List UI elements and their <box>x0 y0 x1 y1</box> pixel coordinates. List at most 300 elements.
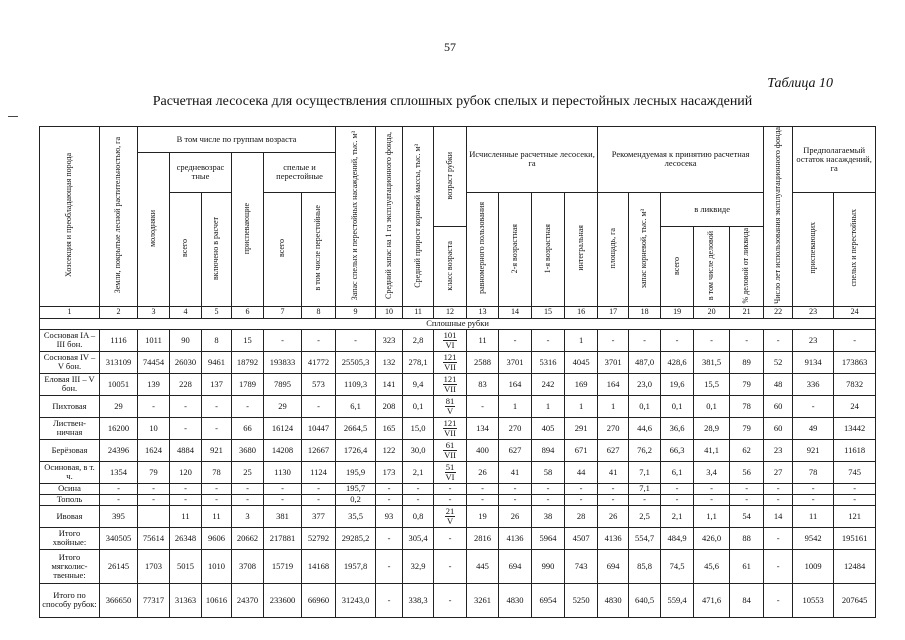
column-number: 20 <box>694 306 730 318</box>
header-avg-growth: Средний прирост корневой массы, тыс. м³ <box>412 143 422 288</box>
table-cell: 29 <box>264 395 302 417</box>
header-l-biz: в том числе деловой <box>706 231 716 301</box>
table-cell: 79 <box>730 373 764 395</box>
table-cell: 10 <box>138 417 170 439</box>
age-class-cell: - <box>434 527 467 549</box>
table-cell: 24396 <box>100 439 138 461</box>
table-cell: 31243,0 <box>336 583 376 617</box>
table-cell: - <box>834 329 876 351</box>
table-cell: 11618 <box>834 439 876 461</box>
table-cell: 52792 <box>302 527 336 549</box>
table-cell: 66 <box>232 417 264 439</box>
table-cell: - <box>376 583 403 617</box>
table-cell: 84 <box>730 583 764 617</box>
table-cell: 5964 <box>532 527 565 549</box>
table-cell: 559,4 <box>661 583 694 617</box>
table-cell: 26145 <box>100 549 138 583</box>
table-cell: 395 <box>100 505 138 527</box>
table-cell: - <box>499 483 532 494</box>
table-cell: 13442 <box>834 417 876 439</box>
header-years: Число лет использования эксплуатационного фонда <box>772 127 782 304</box>
table-cell: 38 <box>532 505 565 527</box>
header-c3: 1-я возрастная <box>542 223 552 273</box>
table-row <box>40 329 876 351</box>
table-cell: - <box>499 329 532 351</box>
column-number: 5 <box>202 306 232 318</box>
table-cell: - <box>764 549 793 583</box>
table-cell: 7895 <box>264 373 302 395</box>
table-cell: 89 <box>730 351 764 373</box>
table-cell: 74454 <box>138 351 170 373</box>
table-cell: 743 <box>565 549 598 583</box>
header-c4: интегральная <box>575 225 585 272</box>
table-cell: 1 <box>598 395 629 417</box>
table-cell: 573 <box>302 373 336 395</box>
age-class: VI <box>445 471 455 482</box>
table-cell: 30,0 <box>403 439 434 461</box>
column-number: 9 <box>336 306 376 318</box>
row-name: Итого по способу рубок: <box>40 583 100 617</box>
table-cell: 0,1 <box>629 395 661 417</box>
table-cell: 2664,5 <box>336 417 376 439</box>
table-cell: 377 <box>302 505 336 527</box>
table-cell: - <box>202 483 232 494</box>
table-cell: 41,1 <box>694 439 730 461</box>
cutting-age: 81 <box>445 396 455 407</box>
table-row <box>40 395 876 417</box>
table-cell: 48 <box>764 373 793 395</box>
table-cell: 12667 <box>302 439 336 461</box>
row-name: Осиновая, в т. ч. <box>40 461 100 483</box>
row-name: Пихтовая <box>40 395 100 417</box>
table-cell: 9606 <box>202 527 232 549</box>
table-cell: 1,1 <box>694 505 730 527</box>
table-cell: 228 <box>170 373 202 395</box>
table-cell: - <box>403 483 434 494</box>
header-age-groups: В том числе по группам возраста <box>138 127 336 153</box>
column-number: 7 <box>264 306 302 318</box>
table-cell: 1726,4 <box>336 439 376 461</box>
header-recommended: Рекомендуемая к принятию расчетная лесосека <box>598 127 764 193</box>
table-cell: - <box>598 329 629 351</box>
table-cell: 1124 <box>302 461 336 483</box>
table-cell: - <box>264 329 302 351</box>
table-cell: 1703 <box>138 549 170 583</box>
header-c2: 2-я возрастная <box>509 223 519 273</box>
table-cell: - <box>170 417 202 439</box>
table-cell: 3 <box>232 505 264 527</box>
table-cell: 44 <box>565 461 598 483</box>
table-row <box>40 483 876 494</box>
table-cell: 0,2 <box>336 494 376 505</box>
table-cell: 23,0 <box>629 373 661 395</box>
table-cell: 10051 <box>100 373 138 395</box>
table-cell: - <box>532 494 565 505</box>
section-label: Сплошные рубки <box>40 318 876 329</box>
table-cell: 26348 <box>170 527 202 549</box>
table-cell: 58 <box>532 461 565 483</box>
table-cell: 4830 <box>499 583 532 617</box>
table-cell: - <box>764 483 793 494</box>
table-cell: 90 <box>170 329 202 351</box>
table-cell: 66,3 <box>661 439 694 461</box>
table-cell: 9461 <box>202 351 232 373</box>
table-cell: 16124 <box>264 417 302 439</box>
age-class: VII <box>444 449 456 460</box>
table-cell: 445 <box>467 549 499 583</box>
cutting-age: 121 <box>443 418 457 429</box>
table-row <box>40 549 876 583</box>
cutting-age: 121 <box>443 374 457 385</box>
table-cell: 1957,8 <box>336 549 376 583</box>
table-cell: - <box>403 494 434 505</box>
table-cell: - <box>730 483 764 494</box>
table-cell: 400 <box>467 439 499 461</box>
table-cell: - <box>764 329 793 351</box>
table-cell: 26 <box>467 461 499 483</box>
cutting-age: 21 <box>445 506 455 517</box>
table-cell: - <box>467 494 499 505</box>
table-cell: 41 <box>499 461 532 483</box>
column-number: 6 <box>232 306 264 318</box>
table-cell: 15,5 <box>694 373 730 395</box>
table-cell: - <box>565 483 598 494</box>
table-cell: - <box>565 494 598 505</box>
table-cell: 122 <box>376 439 403 461</box>
table-cell: 233600 <box>264 583 302 617</box>
table-cell: 7832 <box>834 373 876 395</box>
table-cell: 207645 <box>834 583 876 617</box>
table-cell: 4136 <box>598 527 629 549</box>
table-cell: 19,6 <box>661 373 694 395</box>
table-row <box>40 417 876 439</box>
cutting-age: 101 <box>443 330 457 341</box>
table-cell: - <box>499 494 532 505</box>
table-cell: - <box>376 494 403 505</box>
age-class: V <box>446 405 454 416</box>
age-class: V <box>446 515 454 526</box>
age-class-cell <box>434 373 467 395</box>
table-cell: 242 <box>532 373 565 395</box>
table-cell: 291 <box>565 417 598 439</box>
table-cell: 169 <box>565 373 598 395</box>
table-cell: 7,1 <box>629 483 661 494</box>
age-class-cell: - <box>434 583 467 617</box>
table-cell: - <box>467 395 499 417</box>
header-age-class: класс возраста <box>444 240 454 291</box>
column-number: 19 <box>661 306 694 318</box>
table-cell: - <box>202 417 232 439</box>
table-cell: 85,8 <box>629 549 661 583</box>
table-cell: 305,4 <box>403 527 434 549</box>
table-cell: 88 <box>730 527 764 549</box>
table-cell: 6,1 <box>661 461 694 483</box>
age-class-cell <box>434 461 467 483</box>
table-cell: 1 <box>565 329 598 351</box>
table-cell: - <box>467 483 499 494</box>
table-cell: 5316 <box>532 351 565 373</box>
row-name: Тополь <box>40 494 100 505</box>
table-cell: 45,6 <box>694 549 730 583</box>
table-cell: 164 <box>598 373 629 395</box>
column-number: 24 <box>834 306 876 318</box>
table-cell: 4830 <box>598 583 629 617</box>
table-cell: - <box>793 494 834 505</box>
table-cell: 16200 <box>100 417 138 439</box>
table-cell: 1011 <box>138 329 170 351</box>
table-cell: - <box>661 329 694 351</box>
page-title: Расчетная лесосека для осуществления сплошных рубок спелых и перестойных лесных насаждений <box>152 94 753 109</box>
table-cell: 990 <box>532 549 565 583</box>
header-ripe: спелые и перестойные <box>264 153 336 193</box>
table-cell: 165 <box>376 417 403 439</box>
table-cell: - <box>264 494 302 505</box>
lesoseka-table <box>39 126 876 618</box>
table-cell: 18792 <box>232 351 264 373</box>
table-cell: 4884 <box>170 439 202 461</box>
table-cell: 83 <box>467 373 499 395</box>
table-cell: - <box>764 583 793 617</box>
table-cell: - <box>302 329 336 351</box>
table-cell: - <box>376 483 403 494</box>
table-cell: 1009 <box>793 549 834 583</box>
table-cell: - <box>532 483 565 494</box>
table-cell: 1109,3 <box>336 373 376 395</box>
table-cell: 1624 <box>138 439 170 461</box>
age-class-cell <box>434 417 467 439</box>
table-label: Таблица 10 <box>767 76 833 91</box>
table-cell: 3261 <box>467 583 499 617</box>
table-row <box>40 527 876 549</box>
age-class-cell <box>434 351 467 373</box>
table-cell: 2,8 <box>403 329 434 351</box>
table-cell: 28,9 <box>694 417 730 439</box>
table-cell: 9542 <box>793 527 834 549</box>
table-cell: 141 <box>376 373 403 395</box>
table-cell: - <box>138 483 170 494</box>
table-cell: 554,7 <box>629 527 661 549</box>
table-cell: - <box>834 483 876 494</box>
table-cell: 921 <box>793 439 834 461</box>
table-cell: - <box>730 494 764 505</box>
table-cell: - <box>232 483 264 494</box>
table-cell: - <box>264 483 302 494</box>
column-numbers-row <box>40 306 876 318</box>
table-cell: 78 <box>730 395 764 417</box>
table-cell: 61 <box>730 549 764 583</box>
column-number: 10 <box>376 306 403 318</box>
table-cell: 627 <box>499 439 532 461</box>
table-cell: 3701 <box>598 351 629 373</box>
table-cell: 54 <box>730 505 764 527</box>
table-cell: 24 <box>834 395 876 417</box>
table-cell: - <box>629 494 661 505</box>
table-cell: 139 <box>138 373 170 395</box>
table-cell: 28 <box>565 505 598 527</box>
table-cell: 2,1 <box>403 461 434 483</box>
table-cell: 694 <box>499 549 532 583</box>
table-cell: 0,1 <box>403 395 434 417</box>
table-cell: 921 <box>202 439 232 461</box>
table-cell: 32,9 <box>403 549 434 583</box>
table-cell: 11 <box>170 505 202 527</box>
table-cell: - <box>202 494 232 505</box>
column-number: 11 <box>403 306 434 318</box>
table-cell: - <box>598 494 629 505</box>
table-cell: 29 <box>100 395 138 417</box>
header-l-pct: % деловой от ликвида <box>741 227 751 304</box>
table-cell: - <box>100 494 138 505</box>
table-cell: 5250 <box>565 583 598 617</box>
header-forest-area: Земли, покрытые лесной растительностью, га <box>113 137 123 294</box>
column-number: 17 <box>598 306 629 318</box>
table-cell: 79 <box>138 461 170 483</box>
column-number: 2 <box>100 306 138 318</box>
column-number: 4 <box>170 306 202 318</box>
table-cell: 4136 <box>499 527 532 549</box>
column-number: 18 <box>629 306 661 318</box>
table-cell: 694 <box>598 549 629 583</box>
table-cell: 487,0 <box>629 351 661 373</box>
header-c1: равномерного пользования <box>477 202 487 295</box>
table-cell: 745 <box>834 461 876 483</box>
table-cell: 78 <box>793 461 834 483</box>
table-cell: 1789 <box>232 373 264 395</box>
table-cell: 75614 <box>138 527 170 549</box>
table-cell: 15719 <box>264 549 302 583</box>
table-cell: 25 <box>232 461 264 483</box>
header-section: Хозсекция и преобладающая порода <box>64 153 74 278</box>
table-cell: 381 <box>264 505 302 527</box>
age-class-cell: - <box>434 549 467 583</box>
table-cell: 79 <box>730 417 764 439</box>
table-cell <box>138 505 170 527</box>
table-cell: 41 <box>598 461 629 483</box>
table-cell: 52 <box>764 351 793 373</box>
table-cell: 44,6 <box>629 417 661 439</box>
age-class-cell: - <box>434 494 467 505</box>
table-cell: - <box>661 483 694 494</box>
header-mid: средневозрас тные <box>170 153 232 193</box>
table-cell: 137 <box>202 373 232 395</box>
table-cell: 173863 <box>834 351 876 373</box>
table-cell: 1 <box>499 395 532 417</box>
table-cell: 428,6 <box>661 351 694 373</box>
table-cell: - <box>598 483 629 494</box>
table-cell: 164 <box>499 373 532 395</box>
table-row <box>40 505 876 527</box>
table-cell: 23 <box>793 329 834 351</box>
column-number: 1 <box>40 306 100 318</box>
table-cell: 195,7 <box>336 483 376 494</box>
table-cell: 56 <box>730 461 764 483</box>
header-remain: Предполагаемый остаток насаждений, га <box>793 127 876 193</box>
age-class: VII <box>444 427 456 438</box>
age-class-cell <box>434 395 467 417</box>
table-cell: - <box>170 494 202 505</box>
column-number: 13 <box>467 306 499 318</box>
table-cell: - <box>100 483 138 494</box>
table-cell: 6954 <box>532 583 565 617</box>
table-cell: 12484 <box>834 549 876 583</box>
table-cell: 671 <box>565 439 598 461</box>
table-cell: 93 <box>376 505 403 527</box>
table-cell: 77317 <box>138 583 170 617</box>
header-ripe-all: всего <box>277 239 287 258</box>
header-calc: Исчисленные расчетные лесосеки, га <box>467 127 598 193</box>
table-cell: 19 <box>467 505 499 527</box>
row-name: Берёзовая <box>40 439 100 461</box>
table-cell: 134 <box>467 417 499 439</box>
table-cell: 29285,2 <box>336 527 376 549</box>
table-cell: - <box>793 483 834 494</box>
table-cell: 336 <box>793 373 834 395</box>
age-class-cell: - <box>434 483 467 494</box>
table-cell: 217881 <box>264 527 302 549</box>
table-cell: 7,1 <box>629 461 661 483</box>
table-cell: - <box>138 494 170 505</box>
table-cell: - <box>170 395 202 417</box>
table-cell: 6,1 <box>336 395 376 417</box>
table-cell: 3,4 <box>694 461 730 483</box>
header-avg-stock: Средний запас на 1 га эксплуатационного фонда, <box>383 131 393 299</box>
table-cell: 5015 <box>170 549 202 583</box>
table-cell: 195161 <box>834 527 876 549</box>
column-number: 15 <box>532 306 565 318</box>
table-cell: 627 <box>598 439 629 461</box>
table-cell: 60 <box>764 417 793 439</box>
table-cell: 25505,3 <box>336 351 376 373</box>
table-cell: 1 <box>532 395 565 417</box>
table-cell: 41772 <box>302 351 336 373</box>
table-cell: 10616 <box>202 583 232 617</box>
table-cell: 23 <box>764 439 793 461</box>
table-cell: - <box>302 494 336 505</box>
row-name: Итого мягколис-твенные: <box>40 549 100 583</box>
table-cell: 2588 <box>467 351 499 373</box>
page-number: 57 <box>444 40 456 54</box>
age-class-cell <box>434 329 467 351</box>
table-cell: 278,1 <box>403 351 434 373</box>
table-cell: 35,5 <box>336 505 376 527</box>
table-cell: 195,9 <box>336 461 376 483</box>
table-cell: 0,8 <box>403 505 434 527</box>
column-number: 16 <box>565 306 598 318</box>
table-cell: - <box>793 395 834 417</box>
table-cell: 313109 <box>100 351 138 373</box>
age-class: VII <box>444 383 456 394</box>
column-number: 12 <box>434 306 467 318</box>
table-cell: - <box>730 329 764 351</box>
table-cell: - <box>336 329 376 351</box>
column-number: 22 <box>764 306 793 318</box>
table-cell: 15 <box>232 329 264 351</box>
column-number: 23 <box>793 306 834 318</box>
table-cell: 1130 <box>264 461 302 483</box>
table-cell: 14208 <box>264 439 302 461</box>
table-cell: 66960 <box>302 583 336 617</box>
table-cell: 894 <box>532 439 565 461</box>
table-cell: 1 <box>565 395 598 417</box>
table-cell: 426,0 <box>694 527 730 549</box>
table-cell: 338,3 <box>403 583 434 617</box>
margin-dash <box>8 116 18 117</box>
table-cell: 1116 <box>100 329 138 351</box>
table-cell: 26030 <box>170 351 202 373</box>
table-cell: 1354 <box>100 461 138 483</box>
column-number: 8 <box>302 306 336 318</box>
table-cell: 9,4 <box>403 373 434 395</box>
